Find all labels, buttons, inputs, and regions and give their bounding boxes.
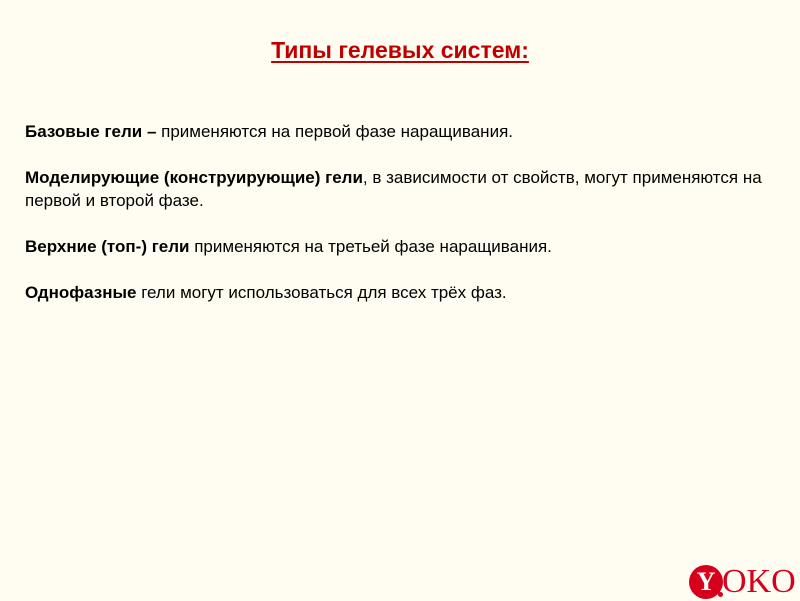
paragraph-text: применяются на третьей фазе наращивания. — [189, 237, 552, 256]
yoko-logo — [689, 563, 799, 601]
paragraph-text: , в зависимости от свойств, могут применяются на первой и второй фазе. — [25, 168, 762, 210]
paragraph-bold: Верхние (топ-) гели — [25, 237, 190, 256]
paragraph-bold: Базовые гели – — [25, 122, 157, 141]
slide-title: Типы гелевых систем: — [271, 37, 529, 63]
logo-wordmark: OKO — [722, 563, 796, 600]
paragraph-top-gels — [25, 235, 765, 258]
paragraph-bold: Моделирующие (конструирующие) гели — [25, 168, 363, 187]
paragraph-text: гели могут использоваться для всех трёх фаз. — [136, 283, 507, 302]
paragraph-bold: Однофазные — [25, 283, 137, 302]
slide-content — [25, 120, 765, 327]
paragraph-text: применяются на первой фазе наращивания. — [156, 122, 513, 141]
paragraph-modeling-gels — [25, 166, 765, 212]
paragraph-single-phase-gels — [25, 281, 765, 304]
paragraph-base-gels — [25, 120, 765, 143]
logo-initial: Y — [689, 565, 723, 599]
